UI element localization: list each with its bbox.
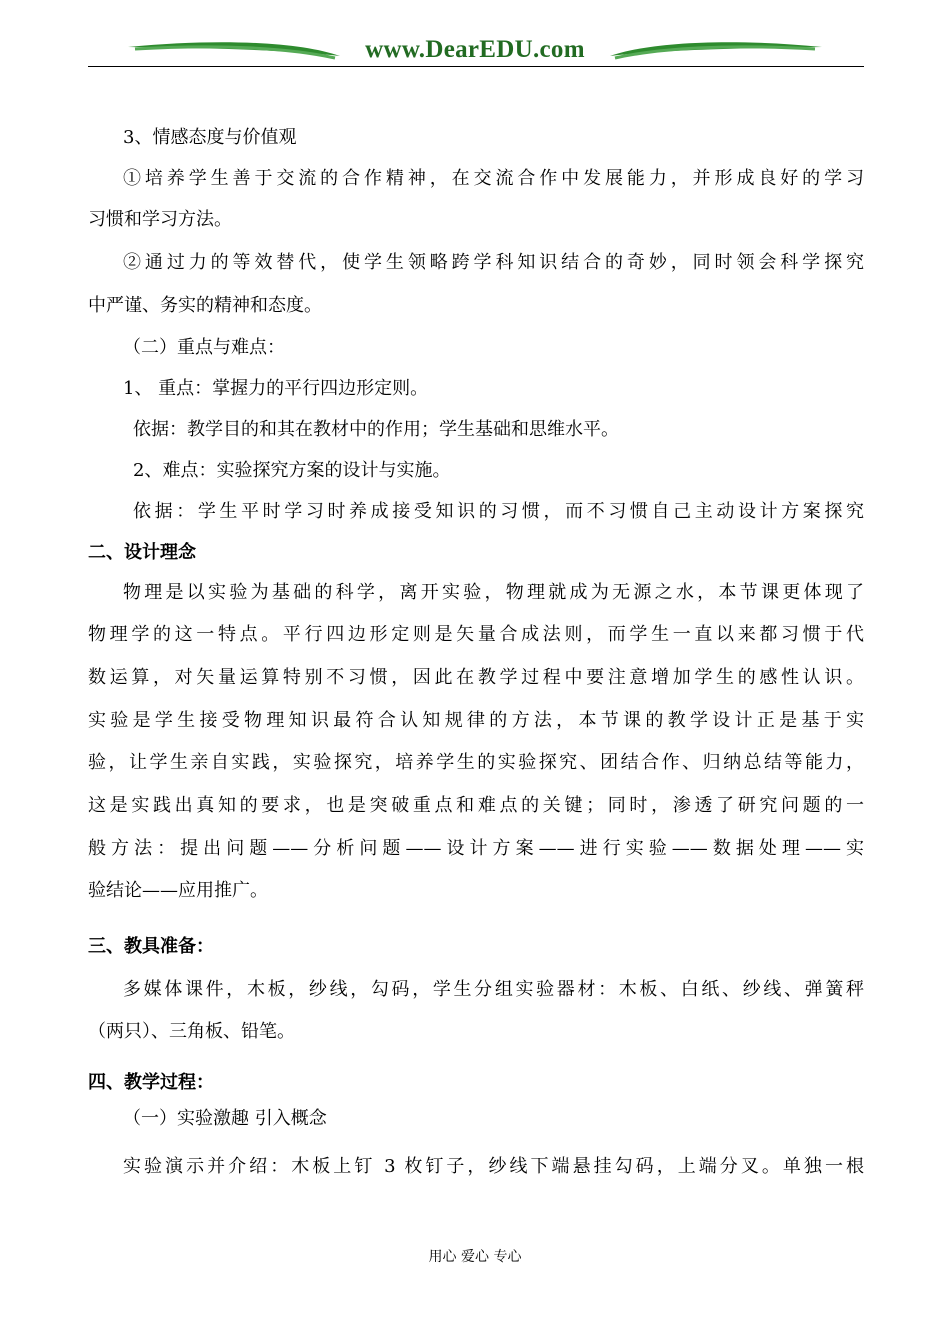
paragraph-line: 物理学的这一特点。平行四边形定则是矢量合成法则，而学生一直以来都习惯于代 <box>88 624 864 645</box>
paragraph-line: 1、 重点：掌握力的平行四边形定则。 <box>123 378 429 399</box>
section-heading-design-concept: 二、设计理念 <box>88 542 196 563</box>
subheading-intro: （一）实验激趣 引入概念 <box>123 1108 327 1129</box>
section-heading-attitude: 3、情感态度与价值观 <box>123 127 297 148</box>
paragraph-line: 多媒体课件，木板，纱线，勾码，学生分组实验器材：木板、白纸、纱线、弹簧秤 <box>123 979 864 1000</box>
paragraph-line: 2、难点：实验探究方案的设计与实施。 <box>133 460 451 481</box>
paragraph-line: 数运算，对矢量运算特别不习惯，因此在教学过程中要注意增加学生的感性认识。 <box>88 667 864 688</box>
paragraph-line: 物理是以实验为基础的科学，离开实验，物理就成为无源之水，本节课更体现了 <box>123 582 864 603</box>
section-heading-materials: 三、教具准备： <box>88 936 214 957</box>
paragraph-line: 实验演示并介绍：木板上钉 3 枚钉子，纱线下端悬挂勾码，上端分叉。单独一根 <box>123 1156 864 1177</box>
paragraph-line: （两只）、三角板、铅笔。 <box>88 1021 295 1042</box>
paragraph-line: 般方法：提出问题——分析问题——设计方案——进行实验——数据处理——实 <box>88 838 864 859</box>
paragraph-line: 这是实践出真知的要求，也是突破重点和难点的关键；同时，渗透了研究问题的一 <box>88 795 864 816</box>
paragraph-line: ①培养学生善于交流的合作精神，在交流合作中发展能力，并形成良好的学习 <box>123 168 864 189</box>
header-rule <box>88 66 864 67</box>
paragraph-line: 依据：学生平时学习时养成接受知识的习惯，而不习惯自己主动设计方案探究 <box>133 501 864 522</box>
paragraph-line: 验结论——应用推广。 <box>88 880 268 901</box>
paragraph-line: 依据：教学目的和其在教材中的作用；学生基础和思维水平。 <box>133 419 619 440</box>
paragraph-line: 实验是学生接受物理知识最符合认知规律的方法，本节课的教学设计正是基于实 <box>88 710 864 731</box>
paragraph-line: ②通过力的等效替代，使学生领略跨学科知识结合的奇妙，同时领会科学探究 <box>123 252 864 273</box>
paragraph-line: 验，让学生亲自实践，实验探究，培养学生的实验探究、团结合作、归纳总结等能力， <box>88 752 864 773</box>
section-heading-process: 四、教学过程： <box>88 1072 214 1093</box>
paragraph-line: 中严谨、务实的精神和态度。 <box>88 295 322 316</box>
page-header <box>0 0 950 75</box>
paragraph-line: 习惯和学习方法。 <box>88 209 232 230</box>
subheading-key-points: （二）重点与难点： <box>123 337 285 358</box>
site-logo-text: www.DearEDU.com <box>365 36 585 63</box>
page-footer: 用心 爱心 专心 <box>428 1249 522 1265</box>
